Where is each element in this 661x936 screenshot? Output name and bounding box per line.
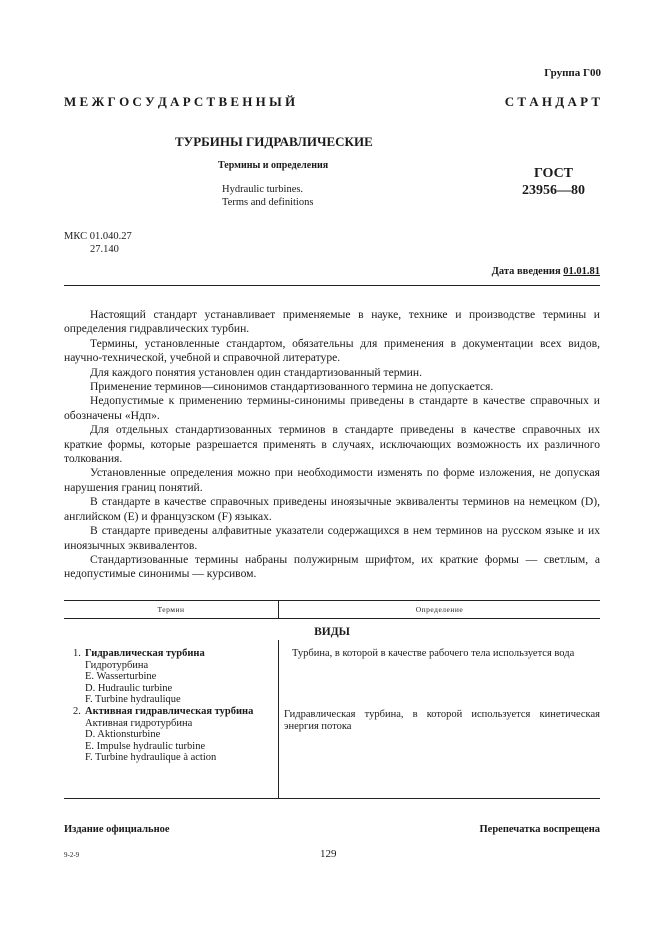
definition-2: Гидравлическая турбина, в которой используется кинетическая энергия потока [284, 709, 600, 732]
print-code: 9-2-9 [64, 851, 80, 859]
table-header [64, 600, 600, 619]
term-column [73, 648, 253, 764]
standard-banner [64, 94, 600, 110]
term-name: Активная гидравлическая турбина [85, 705, 254, 717]
page-number: 129 [320, 848, 337, 860]
mks-codes [64, 230, 132, 256]
term-name: Гидравлическая турбина [85, 648, 205, 659]
english-title [222, 183, 313, 209]
mks-line1: МКС 01.040.27 [64, 231, 132, 242]
term-short-form: Активная гидротурбина [85, 717, 193, 729]
document-title: ТУРБИНЫ ГИДРАВЛИЧЕСКИЕ [175, 134, 373, 149]
term-equivalent: F. Turbine hydraulique [85, 694, 181, 706]
paragraph: В стандарте приведены алфавитные указатели содержащихся в нем терминов на русском языке и их иноязычных эквивалентов. [64, 524, 600, 552]
mks-line2: 27.140 [90, 244, 119, 255]
term-equivalent: E. Impulse hydraulic turbine [85, 740, 206, 752]
introduction-text [64, 308, 600, 582]
banner-right: С Т А Н Д А Р Т [504, 94, 600, 109]
banner-left: М Е Ж Г О С У Д А Р С Т В Е Н Н Ы Й [64, 94, 296, 109]
gost-label: ГОСТ [533, 166, 574, 181]
term-short-form: Гидротурбина [85, 659, 149, 671]
term-entry-1 [73, 648, 253, 706]
definition-1: Турбина, в которой в качестве рабочего тела используется вода [292, 648, 575, 659]
document-subtitle: Термины и определения [218, 160, 329, 171]
reprint-notice: Перепечатка воспрещена [479, 824, 600, 835]
english-title-line1: Hydraulic turbines. [222, 184, 304, 195]
term-number: 2. [73, 705, 81, 717]
paragraph: Для отдельных стандартизованных терминов в стандарте приведены в качестве справочных их краткие формы, которые разрешается применять в случаях, исключающих возможность их различного толкования. [64, 423, 600, 466]
term-equivalent: E. Wasserturbine [85, 671, 157, 683]
gost-code: 23956—80 [522, 183, 585, 198]
paragraph: Настоящий стандарт устанавливает применяемые в науке, технике и производстве термины и определения гидравлических турбин. [64, 308, 600, 336]
column-divider [278, 640, 279, 798]
paragraph: Термины, установленные стандартом, обязательны для применения в документации всех видов, научно-технической, учебной и справочной литературе. [64, 336, 600, 365]
paragraph: Для каждого понятия установлен один стандартизованный термин. [90, 365, 422, 379]
gost-number [522, 165, 585, 199]
effective-date [492, 266, 600, 277]
date-label: Дата введения [491, 266, 561, 277]
paragraph: В стандарте в качестве справочных приведены иноязычные эквиваленты терминов на немецком (D), английском (E) и французском (F) языках. [64, 495, 600, 523]
term-equivalent: D. Hudraulic turbine [85, 682, 173, 694]
date-value: 01.01.81 [563, 266, 600, 277]
term-equivalent: F. Turbine hydraulique à action [85, 752, 217, 764]
paragraph: Установленные определения можно при необходимости изменять по форме изложения, не допуская нарушения границ понятий. [64, 466, 600, 494]
table-bottom-rule [64, 798, 600, 799]
paragraph: Применение терминов—синонимов стандартизованного термина не допускается. [90, 380, 494, 394]
paragraph: Стандартизованные термины набраны полужирным шрифтом, их краткие формы — светлым, а недопустимые синонимы — курсивом. [64, 552, 600, 581]
term-entry-2 [73, 706, 253, 764]
column-header-term: Термин [157, 605, 185, 614]
header-divider [64, 285, 600, 286]
official-edition: Издание официальное [64, 824, 170, 835]
column-header-definition: Определение [278, 601, 600, 618]
section-title: ВИДЫ [314, 626, 350, 638]
term-equivalent: D. Aktionsturbine [85, 729, 161, 741]
paragraph: Недопустимые к применению термины-синонимы приведены в стандарте в качестве справочных и обозначены «Ндп». [64, 394, 600, 422]
term-number: 1. [73, 648, 81, 659]
group-code: Группа Г00 [544, 67, 601, 79]
english-title-line2: Terms and definitions [222, 197, 314, 208]
